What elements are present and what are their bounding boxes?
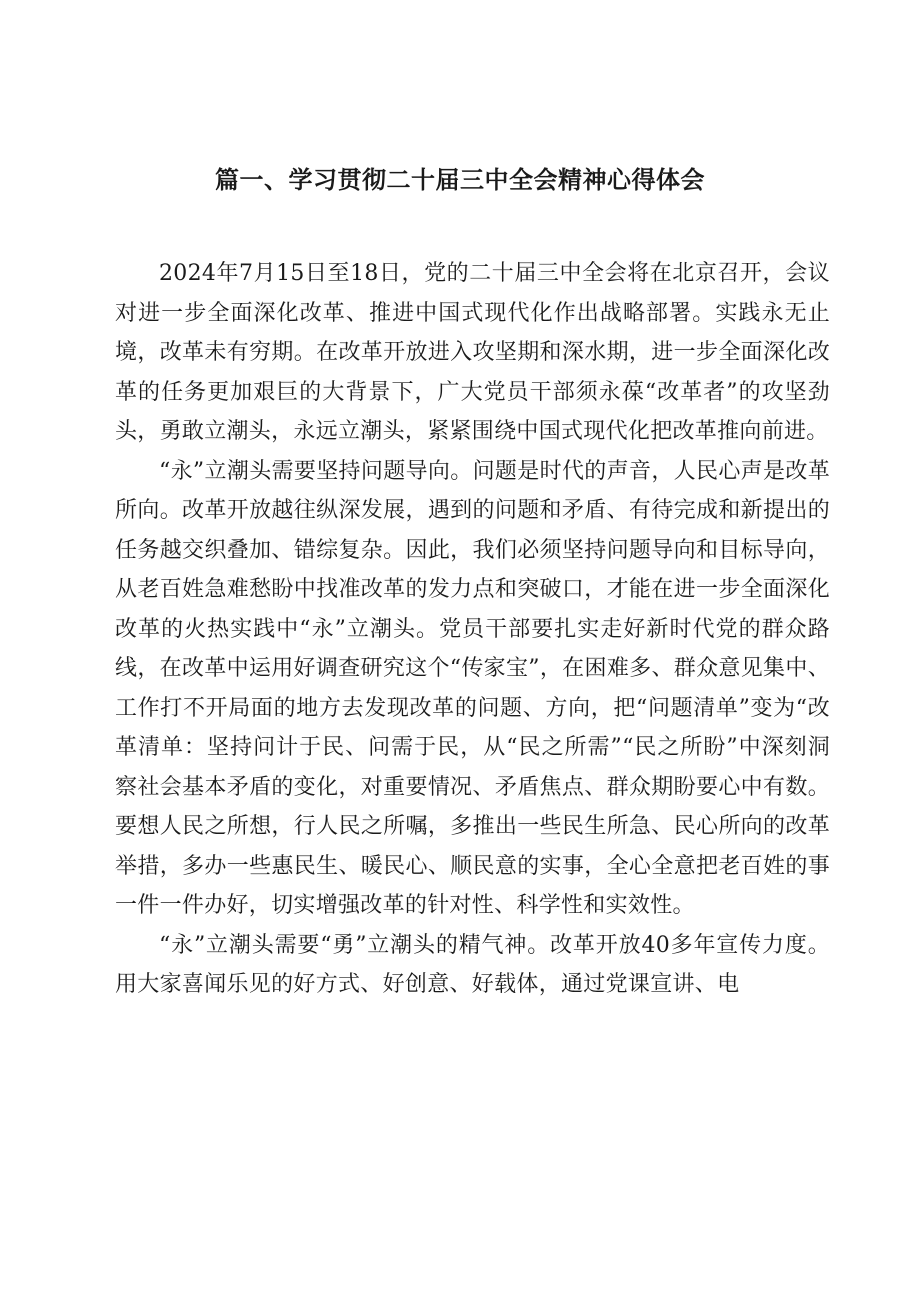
paragraph-1: 2024年7月15日至18日，党的二十届三中全会将在北京召开，会议对进一步全面深化改革、推进中国式现代化作出战略部署。实践永无止境，改革未有穷期。在改革开放进入攻坚期和深水期，进一步全面深化改革的任务更加艰巨的大背景下，广大党员干部须永葆“改革者”的攻坚劲头，勇敢立潮头，永远立潮头，紧紧围绕中国式现代化把改革推向前进。 [115,261,830,444]
paragraph-2: “永”立潮头需要坚持问题导向。问题是时代的声音，人民心声是改革所向。改革开放越往纵深发展，遇到的问题和矛盾、有待完成和新提出的任务越交织叠加、错综复杂。因此，我们必须坚持问题导向和目标导向，从老百姓急难愁盼中找准改革的发力点和突破口，才能在进一步全面深化改革的火热实践中“永”立潮头。党员干部要扎实走好新时代党的群众路线，在改革中运用好调查研究这个“传家宝”，在困难多、群众意见集中、工作打不开局面的地方去发现改革的问题、方向，把“问题清单”变为“改革清单：坚持问计于民、问需于民，从“民之所需”“民之所盼”中深刻洞察社会基本矛盾的变化，对重要情况、矛盾焦点、群众期盼要心中有数。要想人民之所想，行人民之所嘱，多推出一些民生所急、民心所向的改革举措，多办一些惠民生、暖民心、顺民意的实事，全心全意把老百姓的事一件一件办好，切实增强改革的针对性、科学性和实效性。 [115,458,830,918]
document-title: 篇一、学习贯彻二十届三中全会精神心得体会 [215,166,705,194]
document-body [115,254,830,1005]
paragraph-3: “永”立潮头需要“勇”立潮头的精气神。改革开放40多年宣传力度。用大家喜闻乐见的好方式、好创意、好载体，通过党课宣讲、电 [115,932,830,997]
